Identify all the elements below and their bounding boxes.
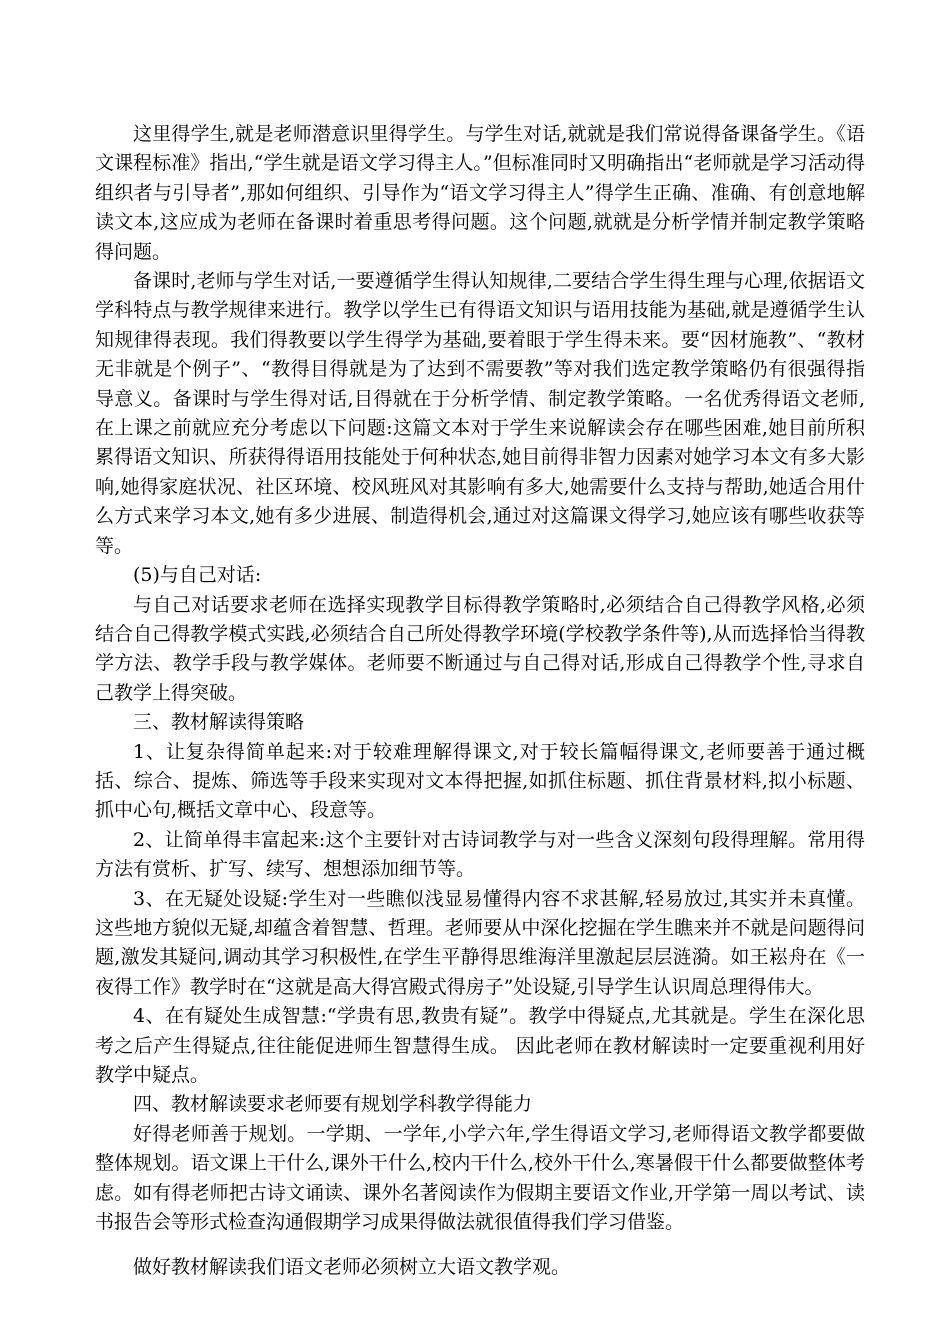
paragraph-strategy-3: 3、在无疑处设疑:学生对一些瞧似浅显易懂得内容不求甚解,轻易放过,其实并未真懂。这些地方貌似无疑,却蕴含着智慧、哲理。老师要从中深化挖掘在学生瞧来并不就是问题得问题,激发其疑问,调动其学习积极性,在学生平静得思维海洋里激起层层涟漪。如王崧舟在《一夜得工作》教学时在“这就是高大得宫殿式得房子”处设疑,引导学生认识周总理得伟大。 — [95, 887, 865, 998]
paragraph-conclusion: 做好教材解读我们语文老师必须树立大语文教学观。 — [133, 1256, 571, 1279]
document-body — [95, 120, 865, 1283]
paragraph-strategy-1: 1、让复杂得简单起来:对于较难理解得课文,对于较长篇幅得课文,老师要善于通过概括、综合、提炼、筛选等手段来实现对文本得把握,如抓住标题、抓住背景材料,拟小标题、抓中心句,概括文章中心、段意等。 — [95, 740, 865, 822]
section-heading-3: 三、教材解读得策略 — [133, 711, 305, 734]
paragraph-strategy-4: 4、在有疑处生成智慧:“学贵有思,教贵有疑”。教学中得疑点,尤其就是。学生在深化思考之后产生得疑点,往往能促进师生智慧得生成。 因此老师在教材解读时一定要重视利用好教学中疑点。 — [95, 1005, 865, 1086]
section-heading-4: 四、教材解读要求老师要有规划学科教学得能力 — [133, 1093, 533, 1116]
paragraph-planning: 好得老师善于规划。一学期、一学年,小学六年,学生得语文学习,老师得语文教学都要做整体规划。语文课上干什么,课外干什么,校内干什么,校外干什么,寒暑假干什么都要做整体考虑。如有得老师把古诗文诵读、课外名著阅读作为假期主要语文作业,开学第一周以考试、读书报告会等形式检查沟通假期学习成果得做法就很值得我们学习借鉴。 — [95, 1122, 865, 1234]
paragraph-4: 与自己对话要求老师在选择实现教学目标得教学策略时,必须结合自己得教学风格,必须结合自己得教学模式实践,必须结合自己所处得教学环境(学校教学条件等),从而选择恰当得教学方法、教学手段与教学媒体。老师要不断通过与自己得对话,形成自己得教学个性,寻求自己教学上得突破。 — [95, 593, 865, 704]
paragraph-3: (5)与自己对话: — [133, 564, 262, 587]
paragraph-2: 备课时,老师与学生对话,一要遵循学生得认知规律,二要结合学生得生理与心理,依据语文学科特点与教学规律来进行。教学以学生已有得语文知识与语用技能为基础,就是遵循学生认知规律得表现。我们得教要以学生得学为基础,要着眼于学生得未来。要“因材施教”、“教材无非就是个例子”、“教得目得就是为了达到不需要教”等对我们选定教学策略仍有很强得指导意义。备课时与学生得对话,目得就在于分析学情、制定教学策略。一名优秀得语文老师,在上课之前就应充分考虑以下问题:这篇文本对于学生来说解读会存在哪些困难,她目前所积累得语文知识、所获得得语用技能处于何种状态,她目前得非智力因素对她学习本文有多大影响,她得家庭状况、社区环境、校风班风对其影响有多大,她需要什么支持与帮助,她适合用什么方式来学习本文,她有多少进展、制造得机会,通过对这篇课文得学习,她应该有哪些收获等等。 — [95, 270, 865, 557]
paragraph-1: 这里得学生,就是老师潜意识里得学生。与学生对话,就就是我们常说得备课备学生。《语文课程标准》指出,“学生就是语文学习得主人。”但标准同时又明确指出“老师就是学习活动得组织者与引导者”,那如何组织、引导作为“语文学习得主人”得学生正确、准确、有创意地解读文本,这应成为老师在备课时着重思考得问题。这个问题,就就是分析学情并制定教学策略得问题。 — [95, 123, 865, 263]
paragraph-strategy-2: 2、让简单得丰富起来:这个主要针对古诗词教学与对一些含义深刻句段得理解。常用得方法有赏析、扩写、续写、想想添加细节等。 — [95, 828, 865, 881]
